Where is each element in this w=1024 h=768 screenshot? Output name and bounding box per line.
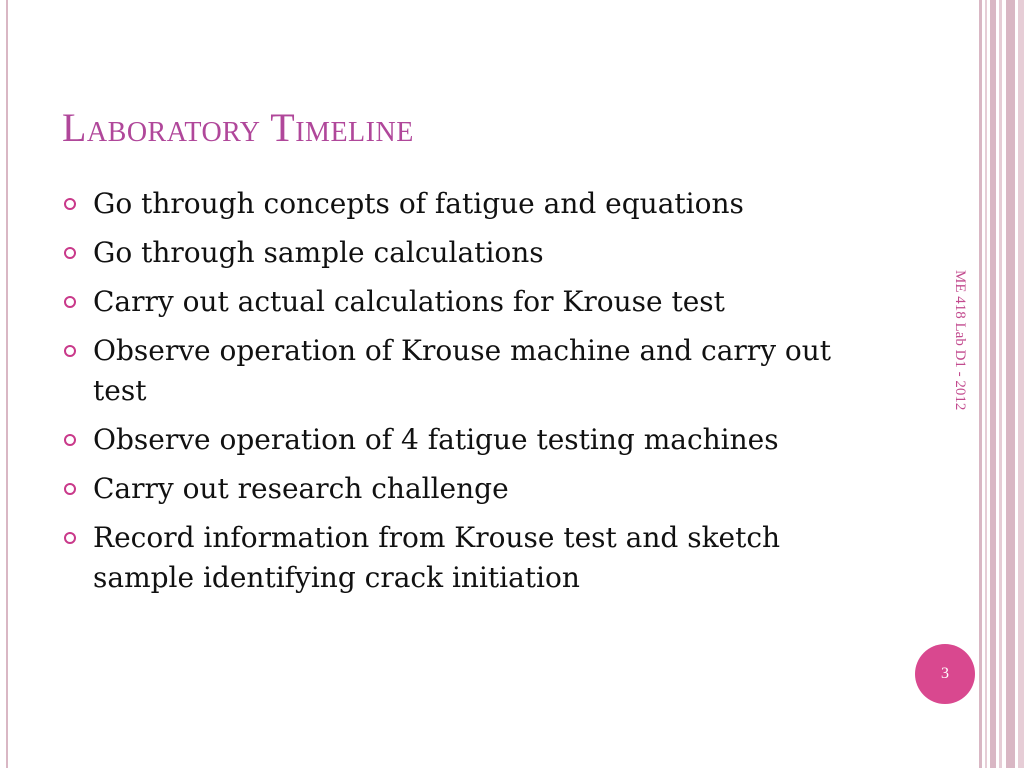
ring-bullet-icon <box>64 532 76 544</box>
ring-bullet-icon <box>64 296 76 308</box>
page-number: 3 <box>941 665 949 682</box>
bullet-text: Go through sample calculations <box>93 236 544 269</box>
bullet-item <box>64 331 864 411</box>
decorative-stripe <box>1018 0 1024 768</box>
bullet-text: Go through concepts of fatigue and equations <box>93 187 744 220</box>
ring-bullet-icon <box>64 434 76 446</box>
bullet-item <box>64 518 864 598</box>
bullet-text: Carry out actual calculations for Krouse test <box>93 285 725 318</box>
bullet-item <box>64 184 864 224</box>
bullet-text: Carry out research challenge <box>93 472 509 505</box>
slide-title: Laboratory Timeline <box>62 105 414 150</box>
bullet-text: Record information from Krouse test and sketch sample identifying crack initiation <box>93 521 781 594</box>
bullet-text: Observe operation of Krouse machine and carry out test <box>93 334 832 407</box>
bullet-text: Observe operation of 4 fatigue testing machines <box>93 423 779 456</box>
decorative-stripe <box>1006 0 1015 768</box>
decorative-stripe <box>985 0 987 768</box>
footer-course-label: ME 418 Lab D1 - 2012 <box>952 270 968 411</box>
bullet-list <box>64 184 864 607</box>
bullet-item <box>64 420 864 460</box>
ring-bullet-icon <box>64 483 76 495</box>
ring-bullet-icon <box>64 198 76 210</box>
ring-bullet-icon <box>64 345 76 357</box>
decorative-stripe <box>979 0 982 768</box>
ring-bullet-icon <box>64 247 76 259</box>
left-frame-line <box>6 0 8 768</box>
bullet-item <box>64 469 864 509</box>
page-number-badge <box>915 644 975 704</box>
bullet-item <box>64 233 864 273</box>
decorative-stripe <box>999 0 1002 768</box>
decorative-stripe <box>990 0 996 768</box>
bullet-item <box>64 282 864 322</box>
